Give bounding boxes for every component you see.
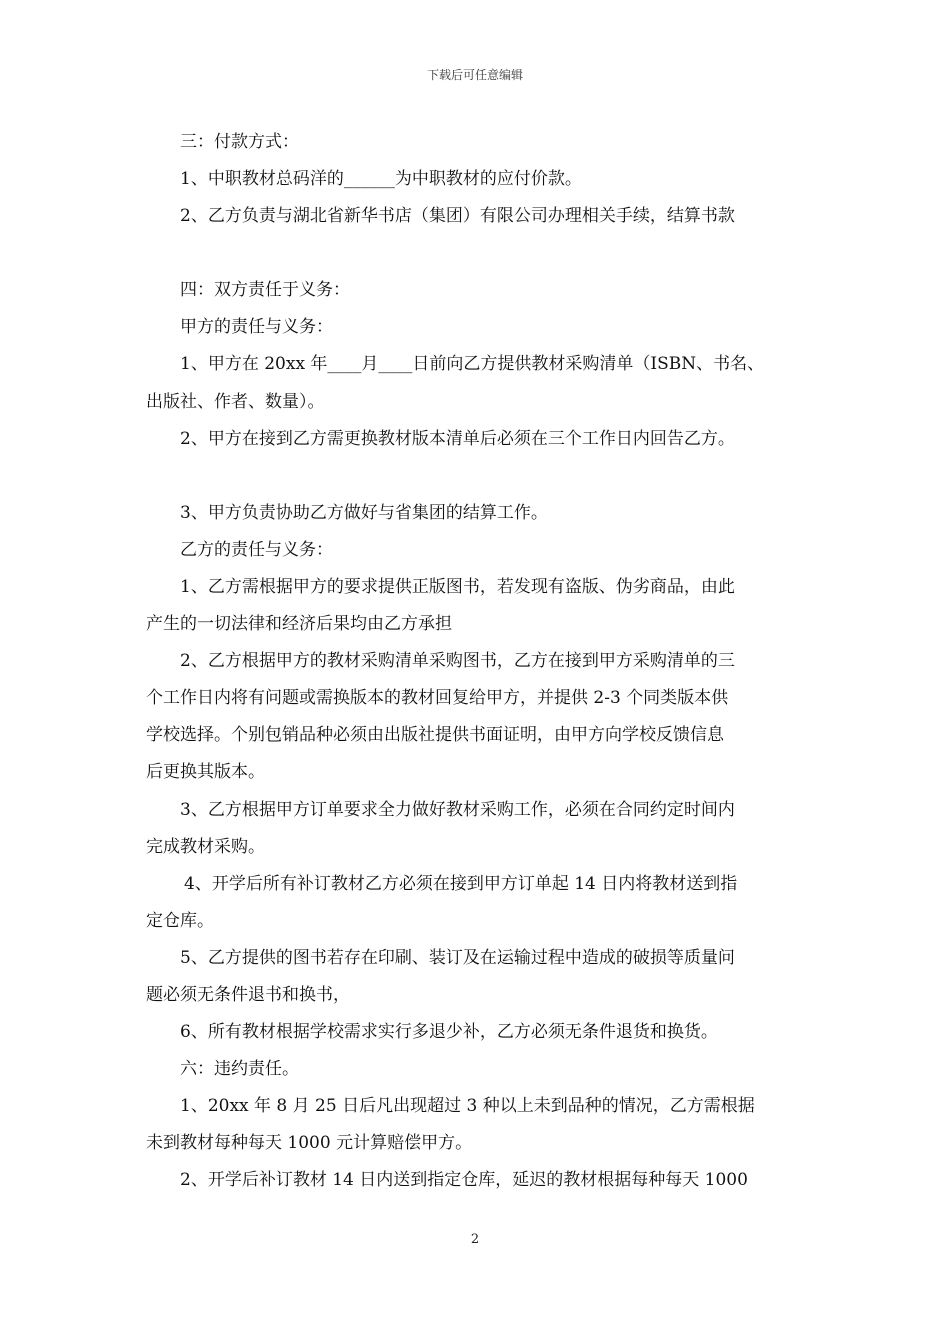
paragraph-line: 个工作日内将有问题或需换版本的教材回复给甲方，并提供 2-3 个同类版本供 xyxy=(146,688,729,709)
paragraph-line: 完成教材采购。 xyxy=(146,836,265,857)
paragraph-line: 定仓库。 xyxy=(146,910,214,931)
paragraph-line: 1、20xx 年 8 月 25 日后凡出现超过 3 种以上未到品种的情况，乙方需根据 xyxy=(180,1096,755,1117)
paragraph-line: 2、乙方负责与湖北省新华书店（集团）有限公司办理相关手续，结算书款 xyxy=(180,206,735,227)
paragraph-line: 产生的一切法律和经济后果均由乙方承担 xyxy=(146,614,452,635)
subheading-party-a: 甲方的责任与义务： xyxy=(180,317,333,338)
paragraph-line: 2、乙方根据甲方的教材采购清单采购图书，乙方在接到甲方采购清单的三 xyxy=(180,651,735,672)
paragraph-line: 4、开学后所有补订教材乙方必须在接到甲方订单起 14 日内将教材送到指 xyxy=(184,873,738,894)
blank-line xyxy=(146,458,816,495)
section-heading-payment: 三：付款方式： xyxy=(180,132,299,152)
paragraph-line: 1、甲方在 20xx 年____月____日前向乙方提供教材采购清单（ISBN、书名、 xyxy=(180,354,765,375)
paragraph-line: 1、中职教材总码洋的______为中职教材的应付价款。 xyxy=(180,169,582,190)
paragraph-line: 题必须无条件退书和换书， xyxy=(146,984,350,1005)
page-header: 下载后可任意编辑 xyxy=(426,68,523,82)
paragraph-line: 学校选择。个别包销品种必须由出版社提供书面证明，由甲方向学校反馈信息 xyxy=(146,725,724,746)
page-number: 2 xyxy=(470,1232,480,1247)
blank-line xyxy=(146,235,816,272)
subheading-party-b: 乙方的责任与义务： xyxy=(180,539,333,560)
document-body xyxy=(146,124,816,1200)
section-heading-breach: 六：违约责任。 xyxy=(180,1059,299,1080)
paragraph-line: 6、所有教材根据学校需求实行多退少补，乙方必须无条件退货和换货。 xyxy=(180,1022,718,1043)
paragraph-line: 5、乙方提供的图书若存在印刷、装订及在运输过程中造成的破损等质量问 xyxy=(180,947,735,968)
paragraph-line: 3、乙方根据甲方订单要求全力做好教材采购工作，必须在合同约定时间内 xyxy=(180,799,735,820)
paragraph-line: 后更换其版本。 xyxy=(146,762,265,783)
paragraph-line: 未到教材每种每天 1000 元计算赔偿甲方。 xyxy=(146,1133,473,1154)
paragraph-line: 出版社、作者、数量）。 xyxy=(146,391,325,412)
paragraph-line: 2、开学后补订教材 14 日内送到指定仓库，延迟的教材根据每种每天 1000 xyxy=(180,1170,748,1191)
paragraph-line: 2、甲方在接到乙方需更换教材版本清单后必须在三个工作日内回告乙方。 xyxy=(180,428,735,449)
paragraph-line: 1、乙方需根据甲方的要求提供正版图书，若发现有盗版、伪劣商品，由此 xyxy=(180,576,735,597)
paragraph-line: 3、甲方负责协助乙方做好与省集团的结算工作。 xyxy=(180,502,548,523)
section-heading-duties: 四：双方责任于义务： xyxy=(180,280,350,301)
